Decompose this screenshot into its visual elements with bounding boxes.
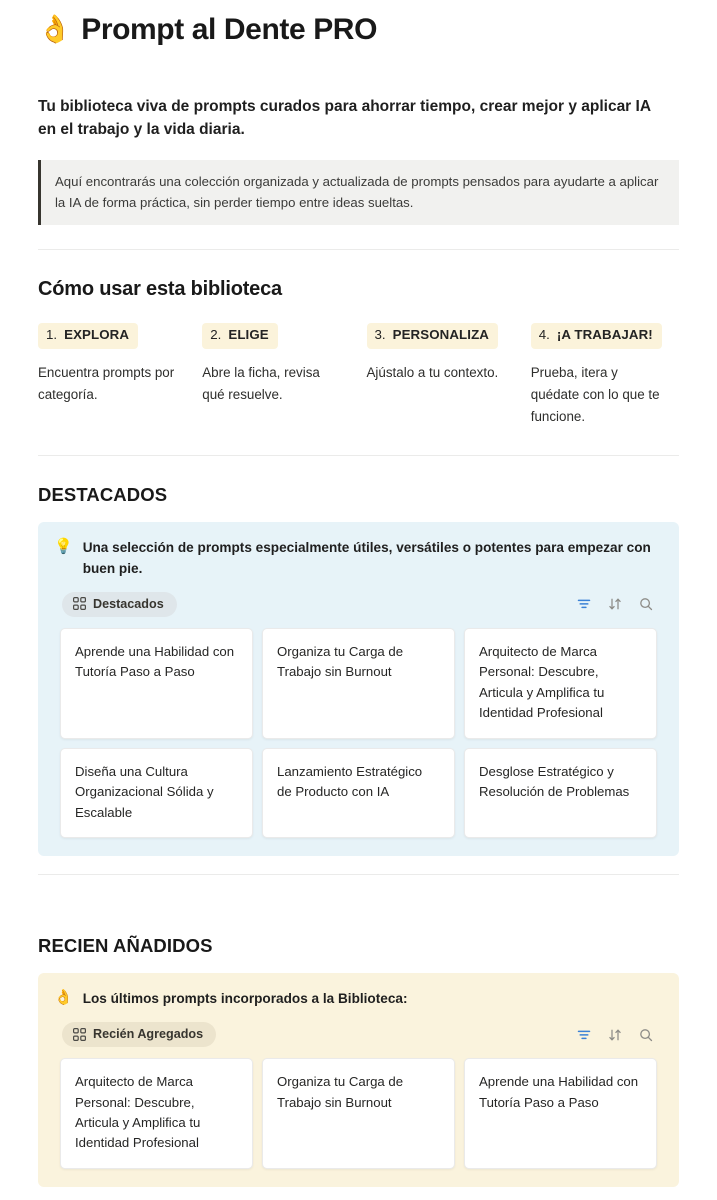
divider bbox=[38, 874, 679, 875]
divider bbox=[38, 249, 679, 250]
featured-toolbar-icons bbox=[577, 597, 661, 611]
step-description: Abre la ficha, revisa qué resuelve. bbox=[202, 364, 320, 403]
gallery-view-icon bbox=[73, 1028, 86, 1041]
prompt-card-title: Diseña una Cultura Organizacional Sólida y Escalable bbox=[75, 763, 214, 820]
light-bulb-emoji: 💡 bbox=[54, 537, 73, 555]
featured-heading: DESTACADOS bbox=[38, 483, 168, 505]
recent-toolbar-icons bbox=[577, 1028, 661, 1042]
ok-hand-emoji: 👌 bbox=[54, 989, 73, 1006]
intro-lead: Tu biblioteca viva de prompts curados para ahorrar tiempo, crear mejor y aplicar IA en el trabajo y la vida diaria. bbox=[38, 97, 651, 139]
step-number: 4. bbox=[538, 327, 550, 343]
recent-callout bbox=[38, 973, 679, 1187]
prompt-card-title: Desglose Estratégico y Resolución de Problemas bbox=[479, 763, 630, 800]
featured-card-grid bbox=[54, 628, 663, 838]
filter-icon[interactable] bbox=[577, 1028, 591, 1042]
step-column bbox=[531, 323, 679, 428]
step-label: ¡A TRABAJAR! bbox=[556, 327, 653, 343]
page-title bbox=[38, 0, 679, 49]
filter-icon[interactable] bbox=[577, 597, 591, 611]
step-number: 1. bbox=[46, 327, 58, 343]
recent-callout-head bbox=[54, 988, 663, 1009]
view-tab-label: Recién Agregados bbox=[93, 1027, 204, 1042]
step-badge-a-trabajar bbox=[531, 323, 662, 349]
steps-grid bbox=[38, 323, 679, 428]
recent-heading: RECIEN AÑADIDOS bbox=[38, 935, 213, 956]
sort-icon[interactable] bbox=[608, 1028, 622, 1042]
search-icon[interactable] bbox=[639, 597, 653, 611]
prompt-card[interactable] bbox=[464, 748, 657, 838]
view-tab-recien-agregados[interactable] bbox=[62, 1022, 216, 1047]
how-to-heading: Cómo usar esta biblioteca bbox=[38, 278, 282, 301]
prompt-card-title: Arquitecto de Marca Personal: Descubre, Articula y Amplifica tu Identidad Profesional bbox=[479, 643, 605, 721]
prompt-card[interactable] bbox=[60, 1058, 253, 1169]
step-column bbox=[202, 323, 350, 428]
prompt-card[interactable] bbox=[464, 1058, 657, 1169]
step-number: 2. bbox=[210, 327, 222, 343]
prompt-card-title: Organiza tu Carga de Trabajo sin Burnout bbox=[277, 643, 404, 680]
step-label: ELIGE bbox=[228, 327, 269, 343]
step-badge-elige bbox=[202, 323, 278, 349]
prompt-card-title: Lanzamiento Estratégico de Producto con IA bbox=[277, 763, 423, 800]
view-tab-destacados[interactable] bbox=[62, 592, 177, 617]
search-icon[interactable] bbox=[639, 1028, 653, 1042]
prompt-card[interactable] bbox=[60, 628, 253, 739]
divider bbox=[38, 455, 679, 456]
view-tab-label: Destacados bbox=[93, 596, 164, 611]
prompt-card[interactable] bbox=[464, 628, 657, 739]
intro-quote: Aquí encontrarás una colección organizada y actualizada de prompts pensados para ayudarte a aplicar la IA de forma práctica, sin perder tiempo entre ideas sueltas. bbox=[38, 160, 679, 226]
recent-card-grid bbox=[54, 1058, 663, 1169]
page-title-text: Prompt al Dente PRO bbox=[81, 13, 378, 46]
step-description: Prueba, itera y quédate con lo que te funcione. bbox=[530, 364, 660, 425]
step-badge-personaliza bbox=[367, 323, 499, 349]
prompt-card-title: Arquitecto de Marca Personal: Descubre, Articula y Amplifica tu Identidad Profesional bbox=[75, 1074, 201, 1151]
prompt-card[interactable] bbox=[262, 628, 455, 739]
step-description: Encuentra prompts por categoría. bbox=[38, 364, 175, 403]
gallery-view-icon bbox=[73, 597, 86, 610]
sort-icon[interactable] bbox=[608, 597, 622, 611]
prompt-card-title: Aprende una Habilidad con Tutoría Paso a Paso bbox=[479, 1074, 639, 1110]
step-label: PERSONALIZA bbox=[392, 327, 489, 343]
step-badge-explora bbox=[38, 323, 138, 349]
featured-callout-head bbox=[54, 537, 663, 579]
step-column bbox=[38, 323, 186, 428]
prompt-card-title: Aprende una Habilidad con Tutoría Paso a Paso bbox=[75, 643, 235, 680]
featured-callout-text: Una selección de prompts especialmente útiles, versátiles o potentes para empezar con buen pie. bbox=[82, 539, 651, 576]
prompt-card[interactable] bbox=[262, 748, 455, 838]
prompt-card[interactable] bbox=[60, 748, 253, 838]
step-label: EXPLORA bbox=[64, 327, 130, 343]
ok-hand-emoji: 👌 bbox=[38, 14, 72, 45]
step-column bbox=[367, 323, 515, 428]
prompt-card[interactable] bbox=[262, 1058, 455, 1169]
recent-database-toolbar bbox=[54, 1022, 663, 1047]
prompt-card-title: Organiza tu Carga de Trabajo sin Burnout bbox=[277, 1074, 404, 1110]
featured-database-toolbar bbox=[54, 592, 663, 617]
recent-callout-text: Los últimos prompts incorporados a la Biblioteca: bbox=[82, 991, 408, 1006]
featured-callout bbox=[38, 522, 679, 856]
step-description: Ajústalo a tu contexto. bbox=[366, 364, 499, 380]
step-number: 3. bbox=[374, 327, 386, 343]
